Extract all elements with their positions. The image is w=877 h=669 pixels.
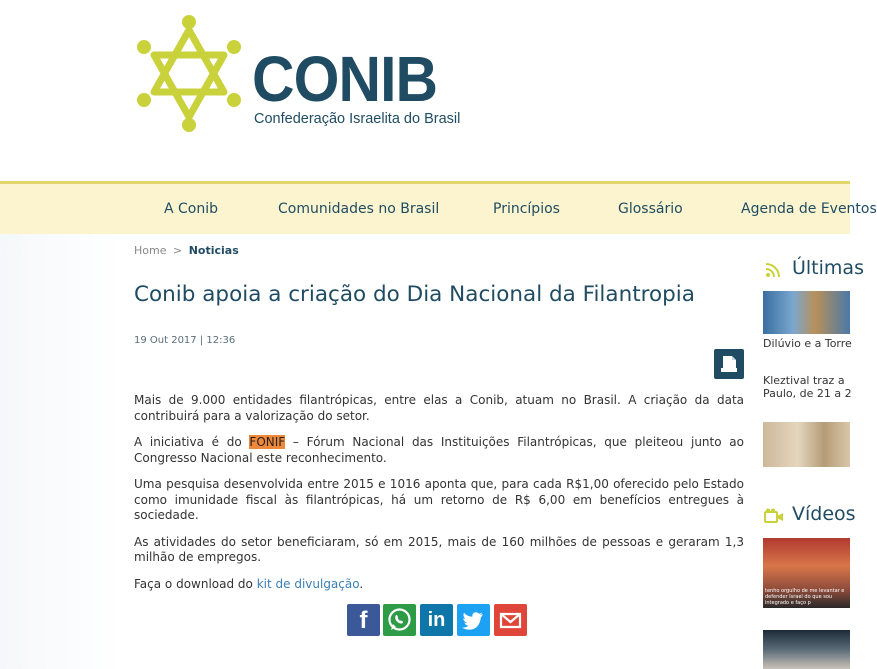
nav-item-principios[interactable]: Princípios — [493, 201, 560, 217]
kit-divulgacao-link[interactable]: kit de divulgação — [256, 576, 360, 591]
article-body — [134, 393, 744, 603]
twitter-share-button[interactable] — [457, 604, 490, 636]
news-caption[interactable]: Kleztival traz a — [763, 374, 845, 387]
paragraph-text: A iniciativa é do — [134, 435, 250, 449]
whatsapp-icon — [383, 604, 416, 636]
nav-item-comunidades[interactable]: Comunidades no Brasil — [278, 201, 440, 217]
conib-emblem-icon — [134, 12, 244, 137]
article-paragraph: Mais de 9.000 entidades filantrópicas, entre elas a Conib, atuam no Brasil. A criação da data contribuirá para a valorização do setor. — [134, 393, 744, 423]
news-caption[interactable]: Paulo, de 21 a 2 — [763, 387, 852, 400]
breadcrumb-current[interactable]: Noticias — [188, 244, 239, 257]
document-icon — [714, 349, 744, 379]
news-caption[interactable]: Dilúvio e a Torre — [763, 337, 852, 350]
gmail-share-button[interactable] — [494, 604, 527, 636]
print-document-button[interactable] — [714, 349, 744, 379]
article-paragraph: As atividades do setor beneficiaram, só em 2015, mais de 160 milhões de pessoas e geraram 1,3 milhão de empregos. — [134, 534, 744, 564]
fonif-highlight: FONIF — [249, 435, 286, 449]
paragraph-text: Faça o download do — [134, 576, 257, 591]
logo-subtitle: Confederação Israelita do Brasil — [254, 111, 461, 127]
news-thumbnail[interactable] — [763, 291, 850, 334]
news-thumbnail[interactable] — [763, 422, 850, 467]
paragraph-text: – Fórum Nacional das Instituições Filantrópicas, que pleiteou junto ao Congresso Nacional este reconhecimento. — [134, 435, 744, 465]
facebook-icon: f — [359, 607, 368, 634]
video-icon — [764, 508, 784, 524]
article-paragraph: Uma pesquisa desenvolvida entre 2015 e 1016 aponta que, para cada R$1,00 oferecido pelo Estado como imunidade fiscal às filantrópicas, há um retorno de R$ 6,00 em benefícios entregues à sociedade. — [134, 477, 744, 522]
article-date: 19 Out 2017 | 12:36 — [134, 335, 236, 346]
article-title: Conib apoia a criação do Dia Nacional da Filantropia — [134, 282, 695, 307]
videos-heading: Vídeos — [792, 503, 856, 525]
nav-item-glossario[interactable]: Glossário — [618, 201, 683, 217]
main-nav — [0, 181, 877, 234]
video-caption: tenho orgulho de me levantar e defender Israel do que sou integrado e faço p — [765, 588, 845, 606]
nav-item-a-conib[interactable]: A Conib — [164, 201, 219, 217]
whatsapp-share-button[interactable] — [383, 604, 416, 636]
paragraph-text: . — [359, 576, 364, 591]
breadcrumb — [134, 244, 239, 257]
breadcrumb-separator: > — [172, 244, 183, 257]
nav-item-agenda[interactable]: Agenda de Eventos — [741, 201, 877, 217]
latest-heading: Últimas — [792, 257, 864, 279]
facebook-share-button[interactable] — [347, 604, 380, 636]
left-background — [0, 234, 120, 669]
video-thumbnail[interactable] — [763, 538, 850, 608]
linkedin-icon: in — [427, 609, 446, 631]
rss-icon — [765, 262, 781, 278]
gmail-icon — [494, 604, 527, 636]
conib-logo[interactable] — [134, 12, 461, 137]
breadcrumb-home[interactable]: Home — [134, 244, 167, 257]
twitter-icon — [457, 604, 490, 636]
article-paragraph — [134, 577, 744, 593]
video-thumbnail[interactable] — [763, 630, 850, 669]
article-paragraph — [134, 435, 744, 466]
linkedin-share-button[interactable] — [420, 604, 453, 636]
logo-title: CONIB — [252, 43, 438, 115]
